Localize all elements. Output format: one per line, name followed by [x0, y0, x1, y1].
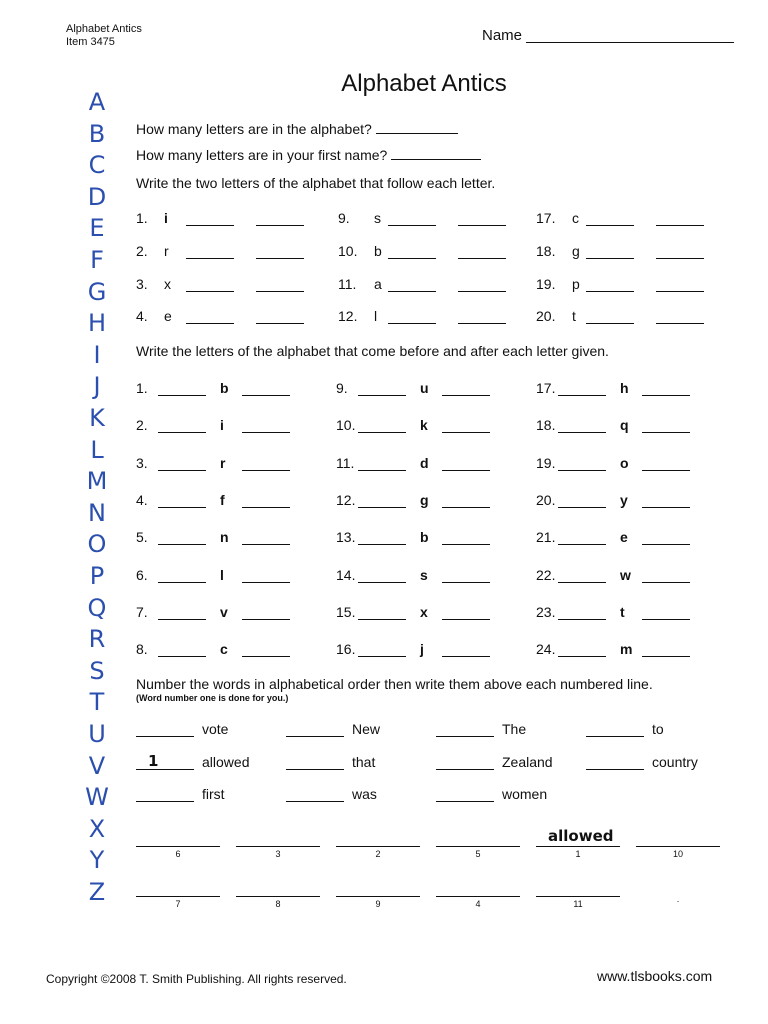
word: was — [352, 786, 377, 802]
answer-line[interactable] — [558, 619, 606, 620]
answer-line[interactable] — [642, 470, 690, 471]
answer-line[interactable] — [642, 656, 690, 657]
side-letter-q: Q — [87, 593, 107, 622]
given-letter: e — [164, 308, 172, 324]
side-letter-r: R — [88, 625, 106, 654]
answer-line[interactable] — [236, 896, 320, 897]
number-line[interactable] — [286, 801, 344, 802]
item-number: 11. — [336, 454, 355, 471]
page-title: Alphabet Antics — [341, 70, 507, 97]
answer-line[interactable] — [158, 395, 206, 396]
answer-line[interactable] — [458, 291, 506, 292]
side-letter-b: B — [88, 119, 106, 148]
word: that — [352, 754, 376, 770]
answer-line[interactable] — [586, 225, 634, 226]
given-letter: g — [572, 243, 580, 259]
side-letter-l: L — [90, 435, 104, 464]
answer-line[interactable] — [158, 432, 206, 433]
side-letter-z: Z — [88, 878, 106, 906]
copyright: Copyright ©2008 T. Smith Publishing. All rights reserved. — [46, 972, 347, 986]
answer-line[interactable] — [256, 291, 304, 292]
answer-line[interactable] — [586, 258, 634, 259]
side-letter-f: F — [90, 246, 104, 274]
given-letter: j — [420, 641, 424, 658]
item-number: 17. — [536, 380, 556, 396]
given-letter: b — [420, 529, 429, 546]
answer-line[interactable] — [558, 395, 606, 396]
given-letter: c — [572, 210, 579, 226]
item-number: 23. — [536, 603, 556, 620]
item-number: 3. — [136, 454, 148, 471]
side-letter-v: V — [88, 751, 106, 780]
answer-line[interactable] — [558, 507, 606, 508]
item-number: 2. — [136, 417, 148, 434]
side-letter-t: T — [89, 688, 105, 717]
answer-line[interactable] — [442, 507, 490, 508]
answer-line[interactable] — [158, 582, 206, 583]
answer-line[interactable] — [376, 121, 458, 134]
answer-line[interactable] — [242, 619, 290, 620]
side-letter-k: K — [89, 404, 105, 432]
item-number: 14. — [336, 566, 356, 583]
side-letter-i: I — [93, 340, 101, 369]
name-label: Name — [482, 27, 523, 44]
item-number: 12. — [336, 491, 356, 508]
answer-line[interactable] — [136, 896, 220, 897]
answer-line[interactable] — [458, 323, 506, 324]
item-number: 9. — [336, 380, 348, 396]
given-letter: b — [374, 243, 382, 259]
side-letter-g: G — [87, 277, 107, 306]
answer-line[interactable] — [656, 323, 704, 324]
answer-line[interactable] — [242, 432, 290, 433]
section1-instruction: Write the two letters of the alphabet that follow each letter. — [136, 175, 496, 191]
answer-line[interactable] — [586, 291, 634, 292]
given-letter: g — [420, 491, 429, 508]
answer-line[interactable] — [442, 432, 490, 433]
item-number: 20. — [536, 308, 556, 324]
answer-line[interactable] — [158, 656, 206, 657]
answer-line[interactable] — [358, 619, 406, 620]
item-number: 7. — [136, 603, 148, 620]
given-letter: f — [220, 491, 225, 508]
given-letter: i — [220, 417, 224, 434]
answer-line[interactable] — [358, 395, 406, 396]
side-letter-m: M — [86, 467, 108, 496]
item-number: 18. — [536, 417, 556, 434]
side-letter-x: X — [88, 814, 106, 843]
answer-line[interactable] — [442, 544, 490, 545]
index-label: 10 — [672, 849, 683, 859]
name-line[interactable] — [526, 42, 734, 43]
answer-line[interactable] — [388, 323, 436, 324]
side-letter-c: C — [88, 151, 106, 180]
answer-line[interactable] — [242, 582, 290, 583]
given-letter: x — [164, 276, 171, 292]
answer-line[interactable] — [242, 507, 290, 508]
given-letter: p — [572, 276, 580, 292]
answer-line[interactable] — [442, 582, 490, 583]
answer-line[interactable] — [358, 582, 406, 583]
index-label: 7 — [175, 899, 181, 909]
side-letter-e: E — [89, 214, 105, 243]
answer-line[interactable] — [358, 432, 406, 433]
number-line[interactable] — [436, 769, 494, 770]
number-line[interactable] — [586, 769, 644, 770]
word: allowed — [202, 754, 250, 770]
answer-line[interactable] — [458, 225, 506, 226]
answer-line[interactable] — [442, 656, 490, 657]
given-letter: n — [220, 529, 229, 546]
answer-line[interactable] — [388, 258, 436, 259]
answer-line[interactable] — [256, 258, 304, 259]
given-letter: r — [164, 243, 169, 259]
side-letter-s: S — [89, 656, 105, 685]
answer-line[interactable] — [158, 470, 206, 471]
item-number: 19. — [536, 454, 556, 471]
answer-line[interactable] — [186, 258, 234, 259]
number-line[interactable] — [586, 736, 644, 737]
item-number: 1. — [136, 210, 148, 226]
given-letter: x — [420, 603, 428, 620]
answer-line[interactable] — [256, 323, 304, 324]
number-line[interactable] — [286, 736, 344, 737]
answer-line[interactable] — [186, 291, 234, 292]
answer-line[interactable] — [186, 225, 234, 226]
answer-line[interactable] — [242, 656, 290, 657]
given-letter: l — [220, 566, 224, 583]
answer-line[interactable] — [442, 619, 490, 620]
given-letter: d — [420, 454, 429, 471]
item-number: 2. — [136, 243, 148, 259]
word: Zealand — [502, 754, 553, 770]
answer-line[interactable] — [558, 582, 606, 583]
given-letter: q — [620, 417, 629, 434]
item-number: 4. — [136, 491, 148, 508]
answer-line[interactable] — [642, 544, 690, 545]
answer-line[interactable] — [186, 323, 234, 324]
answer-line[interactable] — [388, 225, 436, 226]
answer-line[interactable] — [158, 507, 206, 508]
answer-line[interactable] — [336, 846, 420, 847]
answer-line[interactable] — [442, 395, 490, 396]
side-letter-w: W — [85, 783, 109, 812]
given-letter: o — [620, 454, 629, 471]
index-label: 9 — [375, 899, 381, 909]
index-label: 4 — [475, 899, 481, 909]
answer-line[interactable] — [136, 846, 220, 847]
index-label: . — [676, 894, 680, 904]
side-letter-n: N — [88, 498, 106, 527]
given-letter: u — [420, 380, 429, 396]
section3-instruction: Number the words in alphabetical order then write them above each numbered line. — [136, 676, 653, 692]
word: New — [352, 721, 381, 737]
given-letter: w — [620, 566, 631, 583]
answer-line[interactable] — [391, 147, 481, 160]
answer-line[interactable] — [536, 896, 620, 897]
word: first — [202, 786, 225, 802]
item-number: 13. — [336, 529, 356, 546]
answer-line[interactable] — [336, 896, 420, 897]
item-number: 5. — [136, 529, 148, 546]
item-number: 18. — [536, 243, 556, 259]
filled-number: 1 — [148, 752, 159, 770]
item-number: 16. — [336, 641, 356, 658]
item-number: 21. — [536, 529, 556, 546]
answer-line[interactable] — [256, 225, 304, 226]
answer-line[interactable] — [158, 619, 206, 620]
section3-note: (Word number one is done for you.) — [136, 693, 289, 703]
item-number: 24. — [536, 641, 556, 658]
answer-line[interactable] — [558, 544, 606, 545]
answer-line[interactable] — [558, 656, 606, 657]
side-letter-a: A — [88, 88, 106, 116]
number-line[interactable] — [436, 736, 494, 737]
number-line[interactable] — [136, 736, 194, 737]
item-number: 10. — [338, 243, 358, 259]
given-letter: k — [420, 417, 428, 434]
item-number: 8. — [136, 641, 148, 658]
answer-line[interactable] — [642, 619, 690, 620]
answer-line[interactable] — [656, 225, 704, 226]
answer-line[interactable] — [436, 896, 520, 897]
website-url[interactable]: www.tlsbooks.com — [597, 968, 713, 984]
answer-line[interactable] — [242, 470, 290, 471]
question-alphabet-count: How many letters are in the alphabet? — [136, 121, 458, 137]
section2-instruction: Write the letters of the alphabet that come before and after each letter given. — [136, 343, 609, 359]
given-letter: i — [164, 210, 168, 226]
side-letter-d: D — [87, 182, 107, 211]
given-letter: v — [220, 603, 228, 620]
given-letter: t — [572, 308, 576, 324]
side-letter-o: O — [87, 530, 107, 559]
answer-line[interactable] — [536, 846, 620, 847]
answer-line[interactable] — [242, 395, 290, 396]
answer-line[interactable] — [436, 846, 520, 847]
word: to — [652, 721, 664, 737]
answer-line[interactable] — [458, 258, 506, 259]
item-number: 6. — [136, 566, 148, 583]
question-name-count: How many letters are in your first name? — [136, 147, 481, 163]
side-letter-h: H — [87, 309, 107, 338]
answer-line[interactable] — [242, 544, 290, 545]
given-letter: l — [374, 308, 378, 324]
item-number: 19. — [536, 276, 556, 292]
answer-line[interactable] — [636, 846, 720, 847]
answer-line[interactable] — [642, 432, 690, 433]
number-line[interactable] — [286, 769, 344, 770]
given-letter: s — [420, 566, 428, 583]
word: country — [652, 754, 698, 770]
number-line[interactable] — [136, 769, 194, 770]
item-number: 17. — [536, 210, 556, 226]
side-letter-y: Y — [89, 846, 105, 875]
given-letter: y — [620, 491, 628, 508]
side-letter-u: U — [88, 720, 106, 748]
word: The — [502, 721, 527, 737]
item-number: 9. — [338, 210, 350, 226]
answer-line[interactable] — [442, 470, 490, 471]
answer-line[interactable] — [236, 846, 320, 847]
header-title: Alphabet Antics — [66, 23, 142, 35]
item-number: Item 3475 — [66, 36, 115, 48]
number-line[interactable] — [136, 801, 194, 802]
index-label: 1 — [575, 849, 581, 859]
given-letter: m — [620, 641, 633, 658]
answer-line[interactable] — [656, 258, 704, 259]
item-number: 20. — [536, 491, 556, 508]
item-number: 12. — [338, 308, 358, 324]
item-number: 10. — [336, 417, 356, 434]
item-number: 11. — [338, 276, 357, 292]
given-letter: c — [220, 641, 228, 658]
answer-line[interactable] — [656, 291, 704, 292]
answer-line[interactable] — [558, 470, 606, 471]
answer-line[interactable] — [642, 395, 690, 396]
given-letter: a — [374, 276, 382, 292]
side-letter-p: P — [89, 562, 105, 590]
side-letter-j: J — [93, 372, 101, 401]
filled-word: allowed — [548, 827, 614, 845]
index-label: 6 — [175, 849, 181, 859]
number-line[interactable] — [436, 801, 494, 802]
given-letter: b — [220, 380, 229, 396]
answer-line[interactable] — [642, 582, 690, 583]
index-label: 3 — [275, 849, 281, 859]
word: vote — [202, 721, 229, 737]
answer-line[interactable] — [388, 291, 436, 292]
item-number: 15. — [336, 603, 356, 620]
item-number: 1. — [136, 380, 148, 396]
word: women — [502, 786, 548, 802]
item-number: 22. — [536, 566, 556, 583]
index-label: 5 — [475, 849, 481, 859]
given-letter: s — [374, 210, 381, 226]
answer-line[interactable] — [558, 432, 606, 433]
given-letter: r — [220, 454, 226, 471]
item-number: 3. — [136, 276, 148, 292]
given-letter: e — [620, 529, 628, 546]
answer-line[interactable] — [358, 470, 406, 471]
answer-line[interactable] — [358, 656, 406, 657]
index-label: 8 — [275, 899, 281, 909]
answer-line[interactable] — [158, 544, 206, 545]
answer-line[interactable] — [642, 507, 690, 508]
item-number: 4. — [136, 308, 148, 324]
answer-line[interactable] — [358, 544, 406, 545]
answer-line[interactable] — [586, 323, 634, 324]
index-label: 2 — [375, 849, 381, 859]
answer-line[interactable] — [358, 507, 406, 508]
given-letter: h — [620, 380, 629, 396]
index-label: 11 — [573, 899, 583, 909]
given-letter: t — [620, 603, 625, 620]
